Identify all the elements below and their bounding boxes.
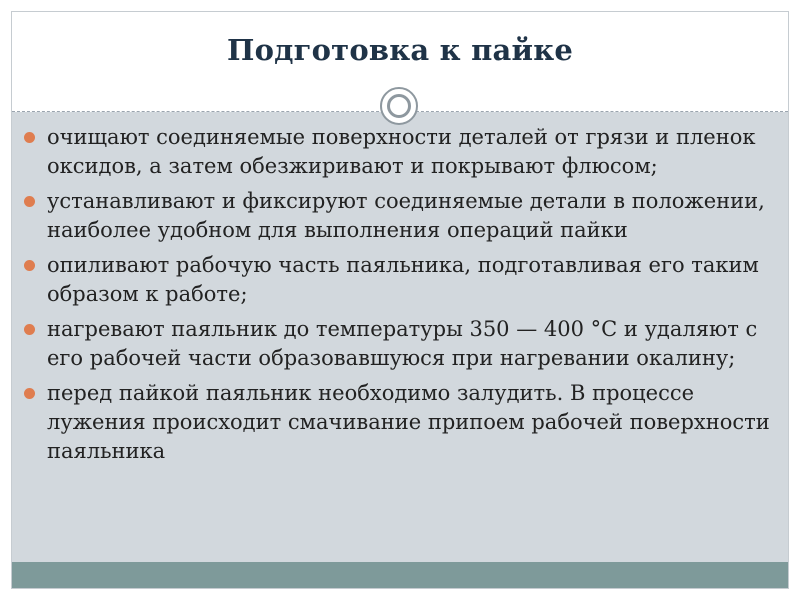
bullet-text: устанавливают и фиксируют соединяемые детали в положении, наиболее удобном для выполнения операций пайки (47, 189, 765, 242)
bullet-dot-icon (24, 132, 35, 143)
bullet-item (22, 315, 782, 373)
bullet-item (22, 379, 782, 466)
bullet-dot-icon (24, 388, 35, 399)
bullet-text: опиливают рабочую часть паяльника, подготавливая его таким образом к работе; (47, 253, 759, 306)
bullet-dot-icon (24, 196, 35, 207)
circle-ornament-icon (380, 87, 418, 125)
bullet-item (22, 123, 782, 181)
bullet-text: нагревают паяльник до температуры 350 — 400 °С и удаляют с его рабочей части образовавшуюся при нагревании окалину; (47, 317, 758, 370)
bottom-accent-bar (12, 562, 788, 588)
circle-ornament-inner (387, 94, 411, 118)
bullet-item (22, 187, 782, 245)
bullet-dot-icon (24, 260, 35, 271)
bullet-list (22, 123, 782, 472)
bullet-text: очищают соединяемые поверхности деталей от грязи и пленок оксидов, а затем обезжиривают и покрывают флюсом; (47, 125, 756, 178)
slide-title: Подготовка к пайке (226, 33, 574, 67)
bullet-text: перед пайкой паяльник необходимо залудить. В процессе лужения происходит смачивание припоем рабочей поверхности паяльника (47, 381, 770, 463)
bullet-dot-icon (24, 324, 35, 335)
bullet-item (22, 251, 782, 309)
